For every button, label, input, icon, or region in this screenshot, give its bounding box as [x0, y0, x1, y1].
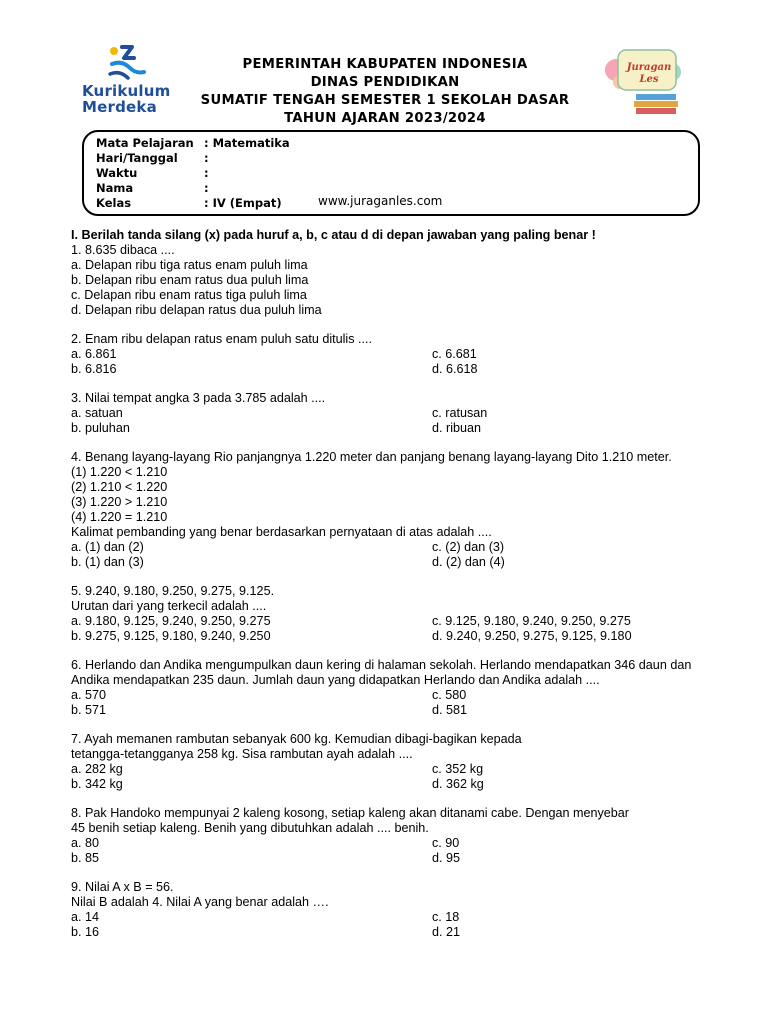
logo-right-line1: Juragan — [626, 62, 672, 73]
question-4-option-d[interactable]: d. (2) dan (4) — [432, 555, 505, 569]
question-2-option-b[interactable]: b. 6.816 — [71, 362, 117, 376]
question-1-option-c[interactable]: c. Delapan ribu enam ratus tiga puluh lima — [71, 288, 307, 302]
question-1 — [71, 243, 701, 318]
nama-value[interactable]: : — [204, 181, 209, 195]
logo-left-line1: Kurikulum — [82, 82, 171, 100]
question-8-option-d[interactable]: d. 95 — [432, 851, 461, 865]
hari-value[interactable]: : — [204, 151, 209, 165]
question-4-option-c[interactable]: c. (2) dan (3) — [432, 540, 505, 554]
question-5-option-b[interactable]: b. 9.275, 9.125, 9.180, 9.240, 9.250 — [71, 629, 271, 643]
question-3-option-c[interactable]: c. ratusan — [432, 406, 488, 420]
question-5 — [71, 584, 701, 644]
question-7 — [71, 732, 701, 792]
question-4-statement-2: (2) 1.210 < 1.220 — [71, 480, 168, 494]
kelas-label: Kelas — [96, 196, 132, 210]
question-9-option-b[interactable]: b. 16 — [71, 925, 100, 939]
question-8-option-b[interactable]: b. 85 — [71, 851, 100, 865]
question-9-text-line2: Nilai B adalah 4. Nilai A yang benar adalah …. — [71, 895, 329, 909]
question-6-option-d[interactable]: d. 581 — [432, 703, 468, 717]
question-7-option-a[interactable]: a. 282 kg — [71, 762, 123, 776]
question-9 — [71, 880, 701, 940]
header-titles — [160, 56, 610, 128]
header-title-3: SUMATIF TENGAH SEMESTER 1 SEKOLAH DASAR — [200, 93, 570, 108]
question-list — [71, 228, 701, 954]
hari-label: Hari/Tanggal — [96, 151, 178, 165]
question-2-option-d[interactable]: d. 6.618 — [432, 362, 478, 376]
juragan-les-logo — [602, 44, 684, 116]
question-7-option-b[interactable]: b. 342 kg — [71, 777, 123, 791]
info-row-nama — [96, 181, 209, 195]
logo-left-line2: Merdeka — [82, 98, 157, 116]
question-4 — [71, 450, 701, 570]
question-5-option-d[interactable]: d. 9.240, 9.250, 9.275, 9.125, 9.180 — [432, 629, 632, 643]
question-7-text-line2: tetangga-tetangganya 258 kg. Sisa rambutan ayah adalah .... — [71, 747, 413, 761]
website-watermark: www.juraganles.com — [318, 194, 443, 208]
question-9-option-a[interactable]: a. 14 — [71, 910, 100, 924]
question-2-option-a[interactable]: a. 6.861 — [71, 347, 117, 361]
question-9-option-c[interactable]: c. 18 — [432, 910, 460, 924]
question-5-text: 5. 9.240, 9.180, 9.250, 9.275, 9.125. — [71, 584, 275, 598]
question-3-option-a[interactable]: a. satuan — [71, 406, 123, 420]
info-row-waktu — [96, 166, 209, 180]
mapel-value: : Matematika — [204, 136, 290, 150]
question-8-option-a[interactable]: a. 80 — [71, 836, 100, 850]
question-7-text-line1: 7. Ayah memanen rambutan sebanyak 600 kg. Kemudian dibagi-bagikan kepada — [71, 732, 522, 746]
info-row-mapel — [96, 136, 290, 150]
question-7-option-d[interactable]: d. 362 kg — [432, 777, 484, 791]
question-6-text: 6. Herlando dan Andika mengumpulkan daun kering di halaman sekolah. Herlando mendapatkan 346 daun dan Andika mendapatkan 235 daun. Jumlah daun yang didapatkan Herlando dan Andika adalah .... — [71, 658, 692, 687]
question-1-text: 1. 8.635 dibaca .... — [71, 243, 175, 257]
info-row-hari — [96, 151, 209, 165]
question-5-option-a[interactable]: a. 9.180, 9.125, 9.240, 9.250, 9.275 — [71, 614, 271, 628]
info-row-kelas — [96, 196, 282, 210]
question-8 — [71, 806, 701, 866]
question-8-option-c[interactable]: c. 90 — [432, 836, 460, 850]
header-title-2: DINAS PENDIDIKAN — [310, 75, 460, 90]
question-3 — [71, 391, 701, 436]
question-2-text: 2. Enam ribu delapan ratus enam puluh satu ditulis .... — [71, 332, 373, 346]
mapel-label: Mata Pelajaran — [96, 136, 194, 150]
nama-label: Nama — [96, 181, 134, 195]
kurikulum-merdeka-emblem-icon — [106, 44, 146, 82]
question-4-prompt: Kalimat pembanding yang benar berdasarkan pernyataan di atas adalah .... — [71, 525, 492, 539]
question-4-statement-3: (3) 1.220 > 1.210 — [71, 495, 168, 509]
question-6-option-a[interactable]: a. 570 — [71, 688, 107, 702]
document-header — [0, 0, 768, 130]
question-6 — [71, 658, 701, 718]
waktu-value[interactable]: : — [204, 166, 209, 180]
question-4-text: 4. Benang layang-layang Rio panjangnya 1.220 meter dan panjang benang layang-layang Dito 1.210 meter. — [71, 450, 672, 464]
waktu-label: Waktu — [96, 166, 138, 180]
question-4-statement-1: (1) 1.220 < 1.210 — [71, 465, 168, 479]
question-2 — [71, 332, 701, 377]
question-6-option-c[interactable]: c. 580 — [432, 688, 467, 702]
question-6-option-b[interactable]: b. 571 — [71, 703, 107, 717]
question-4-option-a[interactable]: a. (1) dan (2) — [71, 540, 144, 554]
kelas-value: : IV (Empat) — [204, 196, 282, 210]
question-4-statement-4: (4) 1.220 = 1.210 — [71, 510, 168, 524]
question-8-text-line2: 45 benih setiap kaleng. Benih yang dibutuhkan adalah .... benih. — [71, 821, 429, 835]
question-5-option-c[interactable]: c. 9.125, 9.180, 9.240, 9.250, 9.275 — [432, 614, 631, 628]
question-2-option-c[interactable]: c. 6.681 — [432, 347, 477, 361]
question-3-text: 3. Nilai tempat angka 3 pada 3.785 adalah .... — [71, 391, 326, 405]
question-7-option-c[interactable]: c. 352 kg — [432, 762, 484, 776]
question-5-prompt: Urutan dari yang terkecil adalah .... — [71, 599, 267, 613]
header-title-4: TAHUN AJARAN 2023/2024 — [284, 111, 486, 126]
question-4-option-b[interactable]: b. (1) dan (3) — [71, 555, 144, 569]
logo-right-line2: Les — [639, 74, 659, 85]
question-9-option-d[interactable]: d. 21 — [432, 925, 461, 939]
juragan-les-wordmark — [624, 62, 674, 86]
question-1-option-a[interactable]: a. Delapan ribu tiga ratus enam puluh lima — [71, 258, 308, 272]
instruction-text: I. Berilah tanda silang (x) pada huruf a, b, c atau d di depan jawaban yang paling benar ! — [71, 228, 596, 242]
question-1-option-b[interactable]: b. Delapan ribu enam ratus dua puluh lima — [71, 273, 309, 287]
question-3-option-b[interactable]: b. puluhan — [71, 421, 130, 435]
kurikulum-merdeka-wordmark — [82, 83, 170, 115]
question-1-option-d[interactable]: d. Delapan ribu delapan ratus dua puluh lima — [71, 303, 322, 317]
question-3-option-d[interactable]: d. ribuan — [432, 421, 482, 435]
header-title-1: PEMERINTAH KABUPATEN INDONESIA — [242, 57, 528, 72]
question-8-text-line1: 8. Pak Handoko mempunyai 2 kaleng kosong, setiap kaleng akan ditanami cabe. Dengan menyebar — [71, 806, 629, 820]
question-9-text-line1: 9. Nilai A x B = 56. — [71, 880, 174, 894]
student-info-box — [82, 130, 700, 216]
